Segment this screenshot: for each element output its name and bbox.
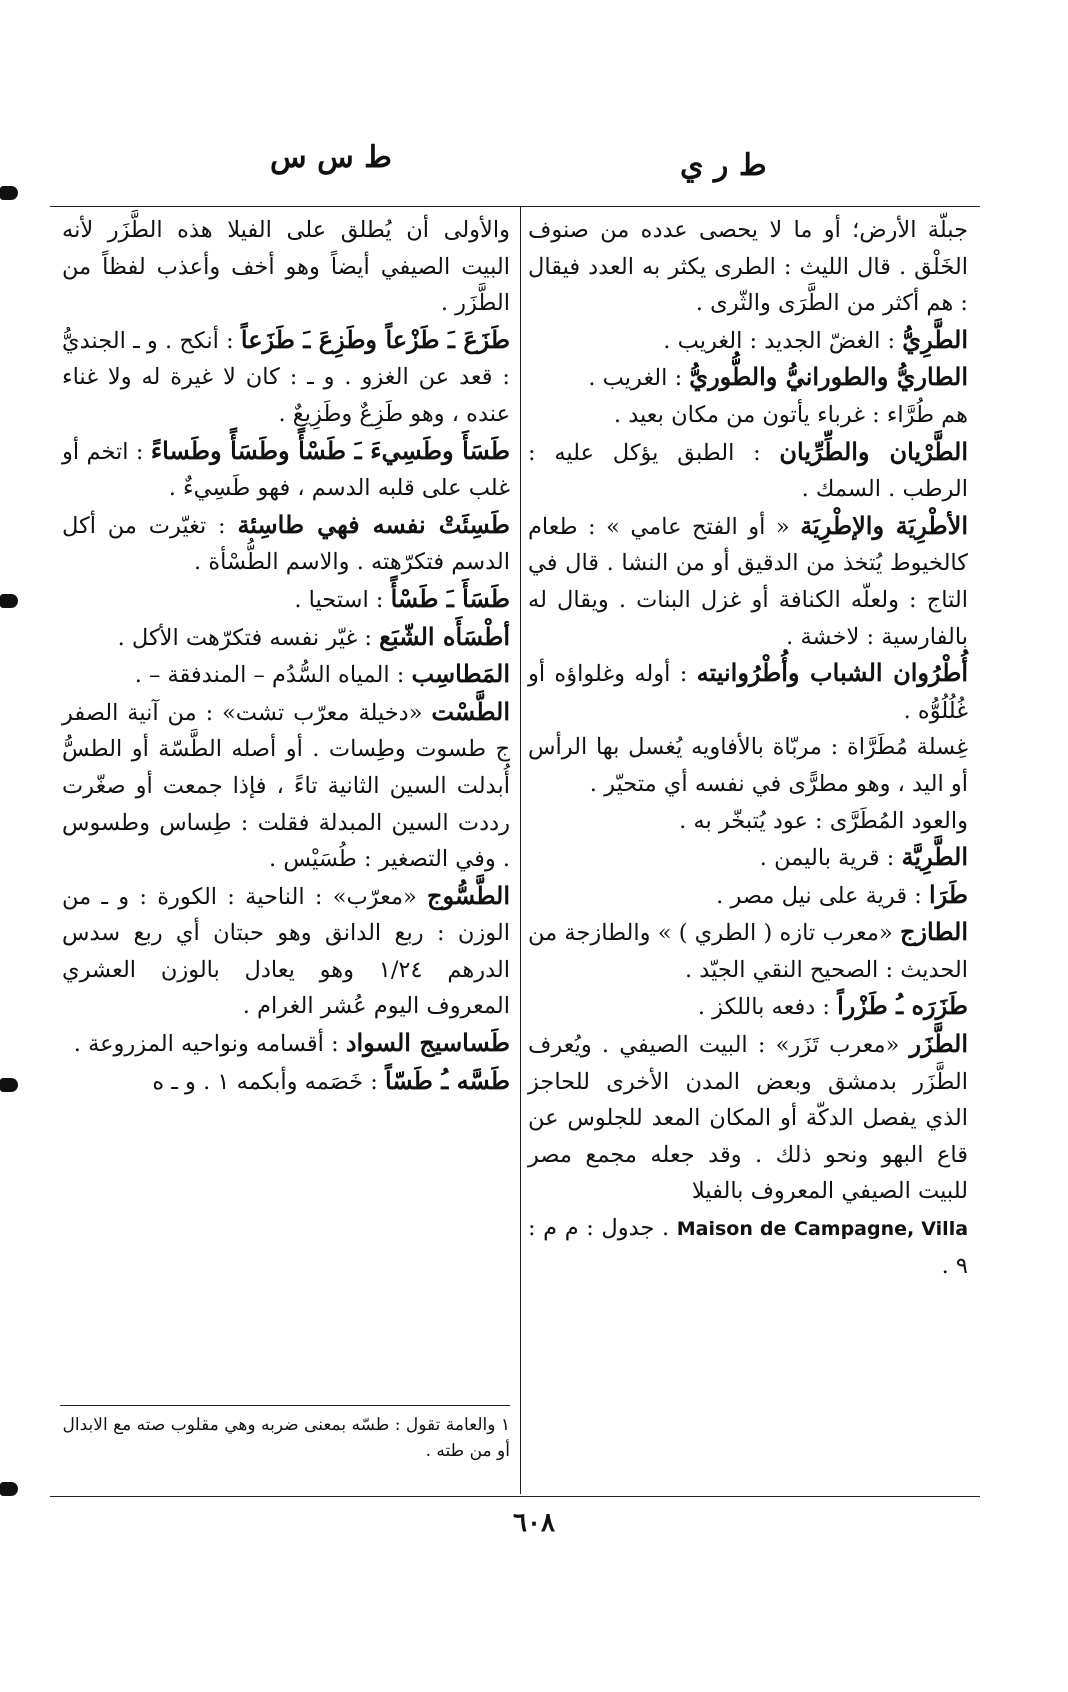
footnote-rule: [60, 1405, 510, 1406]
left-column: [62, 212, 510, 1100]
entry-text: : قرية باليمن .: [759, 845, 902, 872]
entry-text: : الغضّ الجديد : الغريب .: [663, 327, 903, 354]
dictionary-entry: [528, 839, 968, 877]
entry-text: : الطبق يؤكل عليه : الرطب . السمك .: [528, 439, 968, 503]
dictionary-entry: [528, 359, 968, 397]
margin-mark: [0, 594, 18, 608]
entry-text: غِسلة مُطَرَّاة : مربّاة بالأفاويه يُغسل بها الرأس أو اليد ، وهو مطرًّى في نفسه أي متحيّر .: [528, 734, 968, 797]
entry-headword: الطَّرِيُّ: [902, 324, 968, 354]
dictionary-entry: [62, 433, 510, 507]
root-heading-left: ط س س: [270, 140, 392, 175]
entry-text: جبلّة الأرض؛ أو ما لا يحصى عدده من صنوف الخَلْق . قال الليث : الطرى يكثر به العدد فيقال : هم أكثر من الطَّرَى والثّرى .: [528, 217, 968, 317]
dictionary-entry: [528, 508, 968, 655]
entry-headword: طَسِئَتْ نفسه فهي طاسِئة: [237, 509, 511, 539]
entry-text: : أوله وغلواؤه أو غُلُلُوُّه .: [528, 661, 968, 724]
dictionary-entry: [528, 322, 968, 360]
dictionary-entry: [62, 581, 510, 619]
entry-text: : قرية على نيل مصر .: [716, 882, 929, 909]
dictionary-entry: [62, 212, 510, 322]
entry-headword: الطَّرْيان والطِّرِّيان: [779, 436, 969, 466]
dictionary-entry: [62, 507, 510, 581]
entry-text: . جدول : م م : ٩ .: [528, 1215, 968, 1279]
entry-headword: طَزَعَ ـَ طَزْعاً وطَزِعَ ـَ طَزَعاً: [240, 324, 510, 354]
dictionary-entry: [62, 694, 510, 878]
entry-text: : الغريب .: [588, 365, 690, 392]
entry-latin-tail: [528, 1210, 968, 1284]
entry-text: « أو الفتح عامي » : طعام كالخيوط يُتخذ من الدقيق أو من النشا . قال في التاج : ولعلّه الكنافة أو غزل البنات . ويقال له بالفارسية : لاخشة .: [528, 513, 968, 650]
entry-headword: الطاريُّ والطورانيُّ والطُّوريُّ: [689, 362, 968, 392]
entry-headword: الطَّرِيَّة: [901, 842, 968, 872]
entry-text: : أقسامه ونواحيه المزروعة .: [73, 1031, 346, 1058]
entry-headword: أُطْرُوان الشباب وأُطْرُوانيته: [696, 658, 968, 688]
entry-text: «معرب تازه ( الطري ) » والطازجة من الحديث : الصحيح النقي الجيّد .: [528, 920, 968, 983]
entry-text: : خَصَمه وأبكمه ١ . و ـ ه: [152, 1068, 386, 1095]
entry-text: : اتخم أو غلب على قلبه الدسم ، فهو طَسِيءٌ .: [62, 438, 510, 502]
margin-mark: [0, 1482, 18, 1496]
latin-term: Campagne, Villa: [794, 1218, 969, 1241]
entry-headword: طَسَأَ ـَ طَسْأً: [390, 583, 510, 613]
entry-headword: أطْسَأَه الشّبَع: [379, 621, 510, 651]
entry-text: والعود المُطَرَّى : عود يُتبخّر به .: [679, 807, 968, 834]
dictionary-entry: [528, 803, 968, 840]
footnote: ١ والعامة تقول : طسّه بمعنى ضربه وهي مقلوب صته مع الابدال أو من طته .: [62, 1415, 510, 1461]
entry-text: : استحيا .: [294, 586, 391, 613]
entry-text: : المياه السُّدُم – المندفقة – .: [134, 662, 412, 689]
page-number: ٦٠٨: [513, 1508, 555, 1538]
entry-text: والأولى أن يُطلق على الفيلا هذه الطَّزَر لأنه البيت الصيفي أيضاً وهو أخف وأعذب لفظاً من الطَّزَر .: [62, 217, 510, 317]
dictionary-entry: [62, 1025, 510, 1063]
dictionary-entry: [528, 434, 968, 508]
top-rule: [50, 206, 980, 207]
entry-headword: طَرَا: [928, 879, 968, 909]
dictionary-entry: [62, 656, 510, 694]
dictionary-entry: [62, 322, 510, 433]
entry-text: : أنكح . و ـ الجنديُّ : قعد عن الغزو . و ـ : كان لا غيرة له ولا غناء عنده ، وهو طَزِعٌ وطَزِيعٌ .: [62, 327, 510, 427]
latin-term: Maison de: [676, 1218, 787, 1241]
dictionary-entry: [528, 729, 968, 802]
entry-text: : تغيّرت من أكل الدسم فتكرّهته . والاسم الطُّسْأة .: [62, 512, 510, 576]
entry-headword: الطَّسْت: [431, 696, 510, 726]
entry-text: : دفعه باللكز .: [697, 994, 838, 1021]
root-heading-right: ط ر ي: [680, 148, 767, 183]
entry-headword: طَساسيج السواد: [345, 1028, 510, 1058]
bottom-rule: [50, 1496, 980, 1497]
entry-headword: طَزَرَه ـُ طَزْراً: [837, 991, 968, 1021]
entry-headword: الطازج: [899, 917, 968, 947]
page-header: [0, 140, 1068, 190]
dictionary-entry: [528, 212, 968, 322]
entry-headword: الطَّسُّوج: [427, 880, 510, 910]
margin-mark: [0, 1078, 18, 1092]
column-divider: [520, 206, 521, 1494]
dictionary-entry: [528, 914, 968, 988]
dictionary-entry: [528, 397, 968, 434]
dictionary-entry: [62, 1063, 510, 1101]
entry-text: هم طُرَّاء : غرباء يأتون من مكان بعيد .: [613, 401, 968, 428]
entry-text: «دخيلة معرّب تشت» : من آنية الصفر ج طسوت وطِسات . أو أصله الطَّسّة أو الطسُّ أُبدلت السين الثانية تاءً ، فإذا جمعت أو صغّرت رددت السين المبدلة فقلت : طِساس وطسوس . وفي التصغير : طُسَيْس .: [62, 699, 510, 873]
dictionary-entry: [62, 878, 510, 1025]
dictionary-entry: [528, 877, 968, 915]
entry-headword: المَطاسِب: [411, 659, 510, 689]
entry-headword: طَسَّه ـُ طَسّاً: [385, 1065, 510, 1095]
dictionary-entry: [62, 619, 510, 657]
entry-headword: الأطْرِيَة والإطْرِيَة: [800, 510, 969, 540]
entry-text: «معرب تَزَر» : البيت الصيفي . ويُعرف الطَّزَر بدمشق وبعض المدن الأخرى للحاجز الذي يفصل الدكّة أو المكان المعد للجلوس عن قاع البهو ونحو ذلك . وقد جعله مجمع مصر للبيت الصيفي المعروف بالفيلا: [528, 1032, 968, 1205]
entry-text: «معرّب» : الناحية : الكورة : و ـ من الوزن : ربع الدانق وهو حبتان أي ربع سدس الدرهم ١/٢٤ وهو يعادل بالوزن العشري المعروف اليوم عُشر الغرام .: [62, 883, 510, 1020]
right-column: [528, 212, 968, 1284]
dictionary-entry: [528, 988, 968, 1026]
entry-headword: طَسَأَ وطَسِيءَ ـَ طَسْأً وطَسَأً وطَساءً: [150, 435, 510, 465]
dictionary-entry: [528, 1026, 968, 1210]
entry-text: : غيّر نفسه فتكرّهت الأكل .: [117, 624, 380, 651]
dictionary-entry: [528, 655, 968, 729]
entry-headword: الطَّزَر: [909, 1029, 968, 1059]
